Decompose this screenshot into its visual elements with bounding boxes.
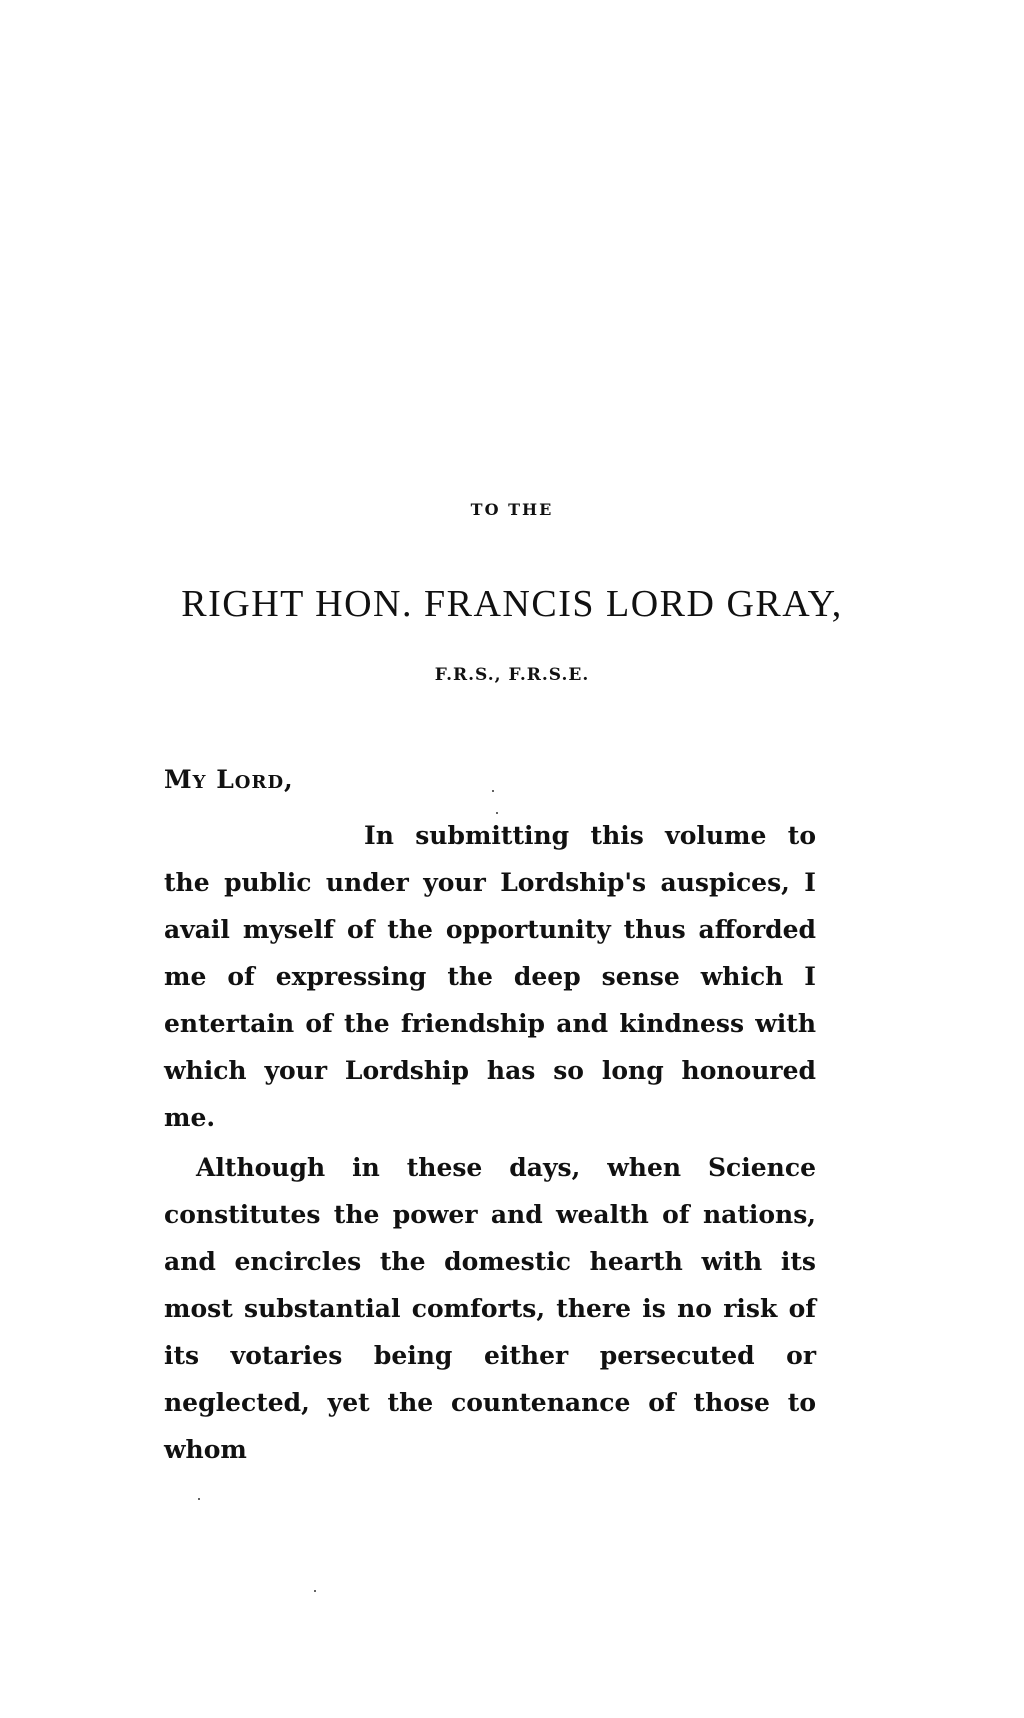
dedicatee-honours: F.R.S., F.R.S.E. — [434, 665, 590, 685]
scan-speck — [496, 812, 498, 814]
salutation: My Lord, — [164, 765, 294, 794]
scan-speck — [314, 1590, 316, 1592]
dedication-body — [164, 812, 816, 1476]
scan-speck — [492, 790, 494, 792]
to-the-heading: TO THE — [470, 500, 554, 519]
scan-speck — [198, 1498, 200, 1500]
dedicatee-name: RIGHT HON. FRANCIS LORD GRAY, — [181, 583, 843, 625]
paragraph-2: Although in these days, when Science constitutes the power and wealth of nations, and encircles the domestic hearth with its most substantial comforts, there is no risk of its votaries being either persecuted or neglected, yet the countenance of those to whom — [164, 1153, 816, 1464]
paragraph-1: In submitting this volume to the public under your Lordship's auspices, I avail myself of the opportunity thus afforded me of expressing the deep sense which I entertain of the friendship and kindness with which your Lordship has so long honoured me. — [164, 821, 816, 1132]
